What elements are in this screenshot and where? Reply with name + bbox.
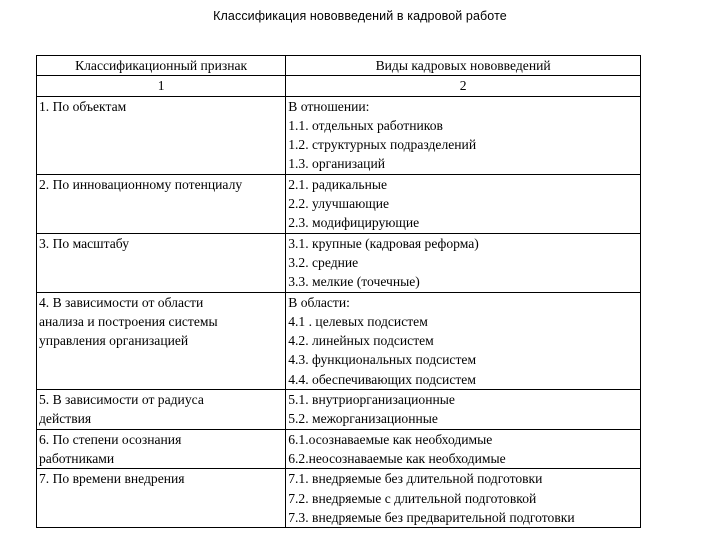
types-cell (286, 469, 641, 528)
criterion-cell (37, 233, 286, 292)
table-row (37, 469, 641, 528)
types-cell (286, 96, 641, 174)
criterion-line: действия (39, 411, 92, 427)
table-row (37, 174, 641, 233)
type-line: 6.1.осознаваемые как необходимые (288, 431, 493, 447)
criterion-line: анализа и построения системы (39, 313, 218, 329)
criterion-cell (37, 174, 286, 233)
classification-table (36, 55, 641, 528)
type-line: 5.1. внутриорганизационные (288, 392, 455, 408)
type-line: 1.3. организаций (288, 156, 386, 172)
type-line: 1.1. отдельных работников (288, 117, 443, 133)
criterion-cell (37, 469, 286, 528)
type-line: 7.1. внедряемые без длительной подготовки (288, 471, 543, 487)
criterion-line: 7. По времени внедрения (39, 471, 185, 487)
table-row (37, 292, 641, 389)
header-types: Виды кадровых нововведений (286, 56, 641, 76)
column-number-1: 1 (37, 76, 286, 96)
types-cell (286, 390, 641, 430)
type-line: В области: (288, 294, 350, 310)
type-line: 7.2. внедряемые с длительной подготовкой (288, 490, 537, 506)
criterion-line: 3. По масштабу (39, 235, 129, 251)
criterion-cell (37, 292, 286, 389)
header-row (37, 56, 641, 76)
criterion-line: 4. В зависимости от области (39, 294, 204, 310)
types-cell (286, 174, 641, 233)
criterion-line: 1. По объектам (39, 98, 127, 114)
types-cell (286, 292, 641, 389)
table-row (37, 233, 641, 292)
types-cell (286, 233, 641, 292)
table-row (37, 96, 641, 174)
type-line: 2.2. улучшающие (288, 196, 390, 212)
type-line: 3.2. средние (288, 254, 359, 270)
type-line: 4.1 . целевых подсистем (288, 313, 428, 329)
type-line: В отношении: (288, 98, 370, 114)
criterion-line: 6. По степени осознания (39, 431, 182, 447)
type-line: 6.2.неосознаваемые как необходимые (288, 450, 506, 466)
type-line: 2.1. радикальные (288, 176, 388, 192)
page-title: Классификация нововведений в кадровой работе (213, 9, 507, 23)
criterion-line: управления организацией (39, 333, 189, 349)
type-line: 4.2. линейных подсистем (288, 333, 434, 349)
criterion-line: работниками (39, 450, 115, 466)
type-line: 4.4. обеспечивающих подсистем (288, 371, 476, 387)
type-line: 5.2. межорганизационные (288, 411, 438, 427)
column-number-2: 2 (286, 76, 641, 96)
table-row (37, 429, 641, 469)
criterion-line: 2. По инновационному потенциалу (39, 176, 243, 192)
type-line: 7.3. внедряемые без предварительной подготовки (288, 509, 575, 525)
criterion-cell (37, 429, 286, 469)
header-criterion: Классификационный признак (37, 56, 286, 76)
type-line: 2.3. модифицирующие (288, 215, 420, 231)
table-body (37, 96, 641, 528)
column-number-row (37, 76, 641, 96)
criterion-cell (37, 96, 286, 174)
types-cell (286, 429, 641, 469)
type-line: 1.2. структурных подразделений (288, 137, 477, 153)
type-line: 4.3. функциональных подсистем (288, 352, 477, 368)
criterion-cell (37, 390, 286, 430)
table-row (37, 390, 641, 430)
type-line: 3.1. крупные (кадровая реформа) (288, 235, 479, 251)
type-line: 3.3. мелкие (точечные) (288, 274, 420, 290)
criterion-line: 5. В зависимости от радиуса (39, 392, 204, 408)
